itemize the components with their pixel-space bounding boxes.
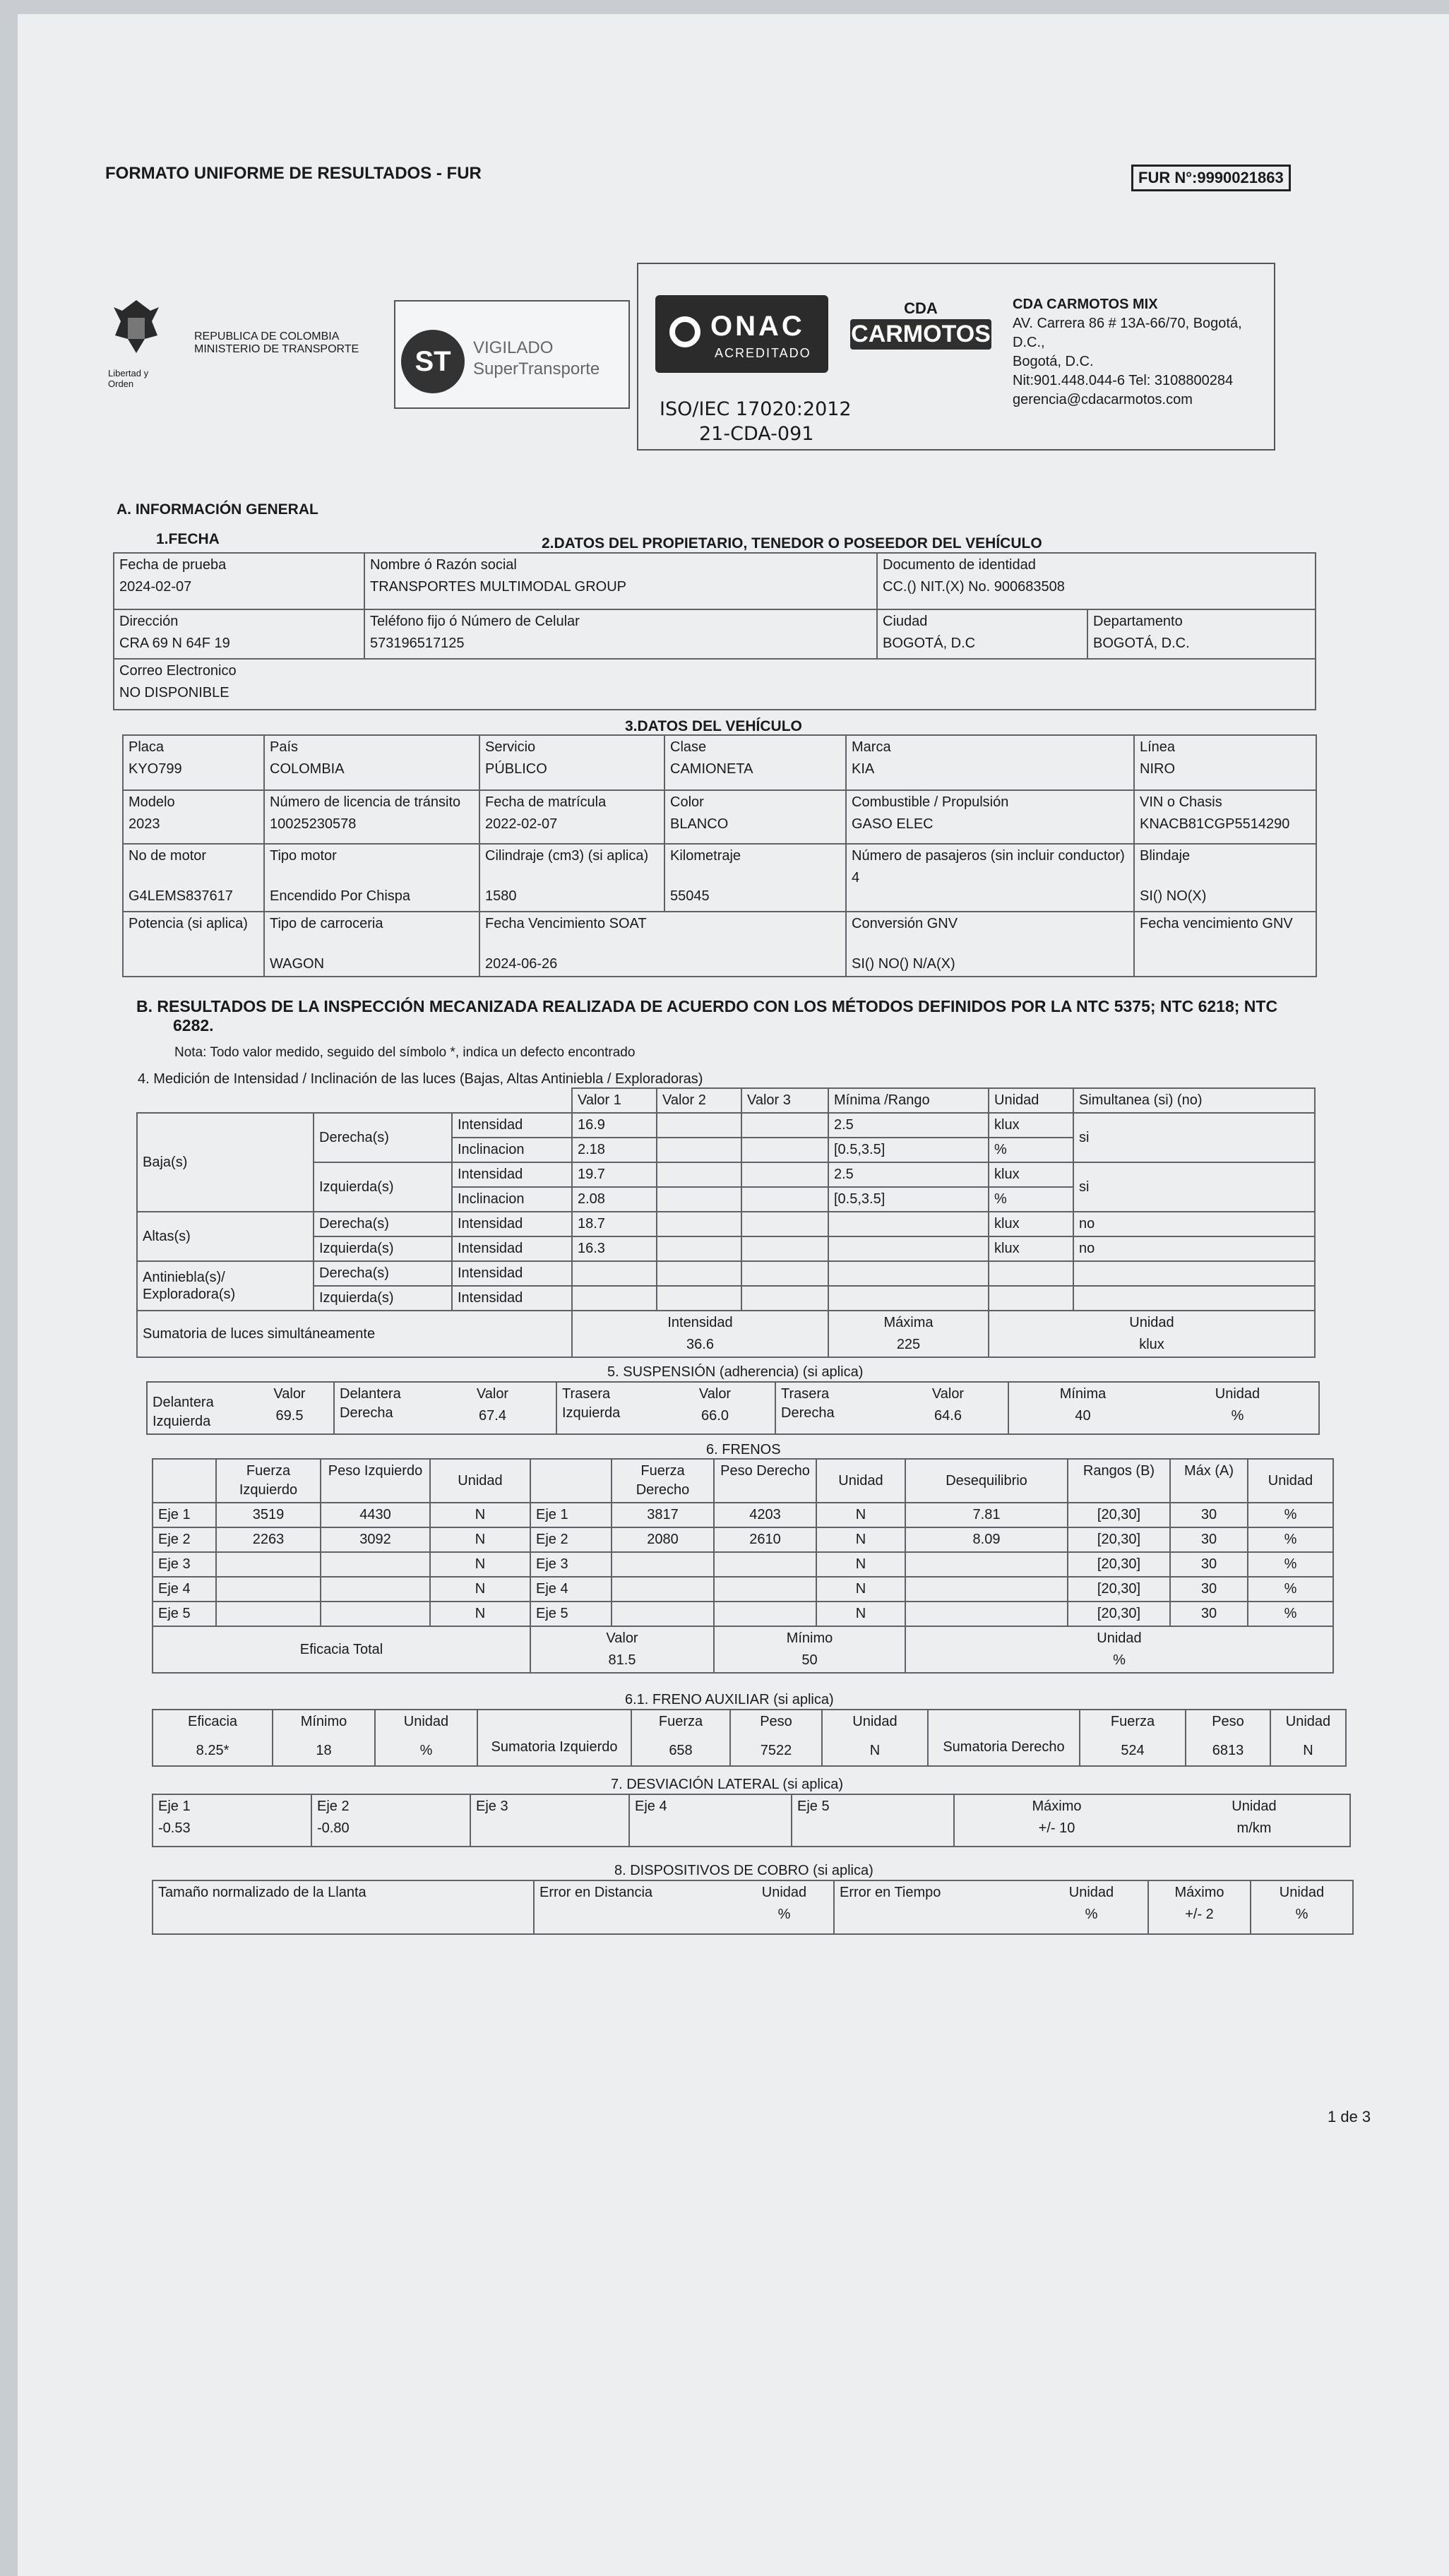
marca-cell: Marca KIA: [846, 735, 1134, 790]
header-unidad: Unidad: [430, 1459, 530, 1503]
iso-text: ISO/IEC 17020:2012: [660, 398, 852, 420]
company-info: [1013, 295, 1274, 410]
susp-del-izq-cell: Delantera Izquierda: [147, 1382, 246, 1434]
eje-label: Eje 1: [153, 1503, 216, 1527]
suspension-title: 5. SUSPENSIÓN (adherencia) (si aplica): [607, 1364, 864, 1380]
document-page: [18, 14, 1449, 2576]
vigilado-text: VIGILADO: [473, 338, 554, 357]
intensity-label: Intensidad: [452, 1236, 572, 1261]
vehicle-table: [122, 734, 1317, 977]
susp-del-izq-value: Valor 69.5: [246, 1382, 334, 1434]
tipo-motor-cell: Tipo motor Encendido Por Chispa: [264, 844, 479, 912]
header-peso-der: Peso Derecho: [714, 1459, 816, 1503]
header-peso-izq: Peso Izquierdo: [321, 1459, 430, 1503]
aux-unidad-cell: Unidad %: [375, 1710, 477, 1766]
header-unidad: Unidad: [1248, 1459, 1333, 1503]
section-b-title: [136, 997, 1308, 1035]
cilindraje-cell: Cilindraje (cm3) (si aplica) 1580: [479, 844, 664, 912]
placa-cell: Placa KYO799: [123, 735, 264, 790]
eficacia-total-label: Eficacia Total: [153, 1626, 530, 1673]
brake-unit: N: [430, 1527, 530, 1552]
vehicle-title: 3.DATOS DEL VEHÍCULO: [625, 718, 802, 734]
eje-label: Eje 2: [153, 1527, 216, 1552]
documento-cell: Documento de identidad CC.() NIT.(X) No. 900683508: [877, 553, 1316, 609]
intensity-label: Intensidad: [452, 1212, 572, 1236]
cobro-max-cell: Máximo +/- 2: [1148, 1880, 1251, 1934]
baja-label: Baja(s): [137, 1113, 314, 1212]
error-tiempo-label: Error en Tiempo: [834, 1880, 1035, 1934]
company-address: AV. Carrera 86 # 13A-66/70, Bogotá, D.C.,: [1013, 316, 1242, 350]
cda-text: CDA: [904, 299, 938, 317]
intensity-label: Intensidad: [452, 1261, 572, 1286]
brake-value: 7.81: [905, 1503, 1068, 1527]
gnv-vencimiento-cell: Fecha vencimiento GNV: [1134, 912, 1316, 977]
brake-range: [20,30]: [1068, 1552, 1170, 1577]
error-distancia-label: Error en Distancia: [534, 1880, 735, 1934]
eje-label: Eje 3: [153, 1552, 216, 1577]
kilometraje-cell: Kilometraje 55045: [664, 844, 846, 912]
lateral-table: [152, 1794, 1351, 1847]
brake-range: [20,30]: [1068, 1503, 1170, 1527]
eje1-desv-cell: Eje 1 -0.53: [153, 1794, 311, 1847]
inclination-label: Inclinacion: [452, 1138, 572, 1162]
brake-max: 30: [1170, 1577, 1248, 1602]
carmotos-text: CARMOTOS: [850, 319, 991, 350]
cobro-title: 8. DISPOSITIVOS DE COBRO (si aplica): [614, 1863, 873, 1878]
aux-izq-unidad: Unidad N: [822, 1710, 928, 1766]
fur-number: FUR N°:9990021863: [1131, 165, 1291, 191]
eficacia-minimo-cell: Mínimo 50: [714, 1626, 905, 1673]
cobro-unit-cell: Unidad %: [1251, 1880, 1353, 1934]
llanta-cell: Tamaño normalizado de la Llanta: [153, 1880, 534, 1934]
brake-value: 3519: [216, 1503, 321, 1527]
antiniebla-derecha-label: Derecha(s): [314, 1261, 452, 1286]
lights-unit: klux: [989, 1162, 1073, 1187]
vin-cell: VIN o Chasis KNACB81CGP5514290: [1134, 790, 1316, 844]
intensity-label: Intensidad: [452, 1113, 572, 1138]
eje-label: Eje 5: [530, 1602, 612, 1626]
cobro-table: [152, 1880, 1354, 1935]
eje2-desv-cell: Eje 2 -0.80: [311, 1794, 470, 1847]
header-fuerza-izq: Fuerza Izquierdo: [216, 1459, 321, 1503]
brake-unit: N: [430, 1577, 530, 1602]
section-a-title: A. INFORMACIÓN GENERAL: [117, 501, 318, 518]
sum-lights-label: Sumatoria de luces simultáneamente: [137, 1311, 572, 1357]
company-name: CDA CARMOTOS MIX: [1013, 297, 1158, 312]
brake-range: [20,30]: [1068, 1577, 1170, 1602]
brake-unit: %: [1248, 1577, 1333, 1602]
brake-unit: N: [816, 1503, 905, 1527]
supertransporte-text: SuperTransporte: [473, 359, 600, 378]
lights-title: 4. Medición de Intensidad / Inclinación de las luces (Bajas, Altas Antiniebla / Exploradoras): [138, 1071, 703, 1087]
susp-del-der-value: Valor 67.4: [429, 1382, 556, 1434]
aux-minimo-cell: Mínimo 18: [273, 1710, 375, 1766]
brake-value: 8.09: [905, 1527, 1068, 1552]
lights-value: 19.7: [572, 1162, 657, 1187]
aux-izq-fuerza: Fuerza 658: [631, 1710, 730, 1766]
suspension-table: [146, 1381, 1320, 1435]
nombre-cell: Nombre ó Razón social TRANSPORTES MULTIMODAL GROUP: [364, 553, 877, 609]
motto-text: Libertad y Orden: [108, 368, 149, 389]
servicio-cell: Servicio PÚBLICO: [479, 735, 664, 790]
ministry-label: [194, 330, 359, 355]
brake-value: 2263: [216, 1527, 321, 1552]
brake-max: 30: [1170, 1527, 1248, 1552]
lights-simultanea: no: [1073, 1236, 1315, 1261]
inclination-label: Inclinacion: [452, 1187, 572, 1212]
company-email: gerencia@cdacarmotos.com: [1013, 392, 1193, 407]
altas-label: Altas(s): [137, 1212, 314, 1261]
ministry-line-2: MINISTERIO DE TRANSPORTE: [194, 342, 359, 355]
eficacia-valor-cell: Valor 81.5: [530, 1626, 714, 1673]
lateral-title: 7. DESVIACIÓN LATERAL (si aplica): [611, 1777, 843, 1792]
brake-unit: %: [1248, 1503, 1333, 1527]
owner-table: [113, 552, 1316, 710]
accreditation-box: [637, 263, 1275, 451]
susp-unit-cell: Unidad %: [1157, 1382, 1319, 1434]
brake-unit: N: [816, 1602, 905, 1626]
brake-value: 3817: [612, 1503, 714, 1527]
header-fuerza-der: Fuerza Derecho: [612, 1459, 714, 1503]
sum-intensity-cell: Intensidad 36.6: [572, 1311, 828, 1357]
header-minima: Mínima /Rango: [828, 1088, 989, 1113]
lights-value: 2.18: [572, 1138, 657, 1162]
header-unidad: Unidad: [989, 1088, 1073, 1113]
ciudad-cell: Ciudad BOGOTÁ, D.C: [877, 609, 1087, 659]
section-b-title-line-2: 6282.: [173, 1016, 214, 1034]
eje-label: Eje 4: [153, 1577, 216, 1602]
lights-min: 2.5: [828, 1162, 989, 1187]
blindaje-cell: Blindaje SI() NO(X): [1134, 844, 1316, 912]
sum-max-cell: Máxima 225: [828, 1311, 989, 1357]
brake-unit: %: [1248, 1527, 1333, 1552]
brake-unit: N: [430, 1552, 530, 1577]
aux-der-fuerza: Fuerza 524: [1080, 1710, 1186, 1766]
eje4-desv-cell: Eje 4: [629, 1794, 792, 1847]
matricula-cell: Fecha de matrícula 2022-02-07: [479, 790, 664, 844]
aux-brake-title: 6.1. FRENO AUXILIAR (si aplica): [625, 1692, 834, 1707]
cda-carmotos-logo: [850, 299, 991, 377]
eje-label: Eje 3: [530, 1552, 612, 1577]
header-valor-1: Valor 1: [572, 1088, 657, 1113]
error-distancia-unit: Unidad %: [735, 1880, 834, 1934]
header-desequilibrio: Desequilibrio: [905, 1459, 1068, 1503]
aux-brake-table: [152, 1709, 1347, 1767]
licencia-cell: Número de licencia de tránsito 10025230578: [264, 790, 479, 844]
brake-unit: %: [1248, 1602, 1333, 1626]
company-city: Bogotá, D.C.: [1013, 354, 1094, 369]
header-valor-2: Valor 2: [657, 1088, 741, 1113]
antiniebla-label: Antiniebla(s)/ Exploradora(s): [137, 1261, 314, 1311]
header-rangos: Rangos (B): [1068, 1459, 1170, 1503]
modelo-cell: Modelo 2023: [123, 790, 264, 844]
susp-tras-izq-value: Valor 66.0: [655, 1382, 775, 1434]
brake-unit: N: [816, 1552, 905, 1577]
vigilado-logo: [394, 300, 630, 409]
aux-sum-izq-label: Sumatoria Izquierdo: [477, 1710, 631, 1766]
lights-min: [0.5,3.5]: [828, 1138, 989, 1162]
aux-sum-der-label: Sumatoria Derecho: [928, 1710, 1080, 1766]
onac-sub-text: ACREDITADO: [715, 346, 811, 360]
onac-logo: [655, 295, 828, 373]
header-valor-3: Valor 3: [741, 1088, 828, 1113]
brake-max: 30: [1170, 1503, 1248, 1527]
eje-label: Eje 1: [530, 1503, 612, 1527]
clase-cell: Clase CAMIONETA: [664, 735, 846, 790]
accreditation-code: 21-CDA-091: [699, 423, 814, 445]
sum-unit-cell: Unidad klux: [989, 1311, 1315, 1357]
lights-value: 2.08: [572, 1187, 657, 1212]
company-nit: Nit:901.448.044-6 Tel: 3108800284: [1013, 373, 1234, 388]
color-cell: Color BLANCO: [664, 790, 846, 844]
aux-izq-peso: Peso 7522: [730, 1710, 822, 1766]
soat-cell: Fecha Vencimiento SOAT 2024-06-26: [479, 912, 846, 977]
brake-unit: N: [816, 1527, 905, 1552]
susp-del-der-cell: Delantera Derecha: [334, 1382, 429, 1434]
section-b-title-line-1: B. RESULTADOS DE LA INSPECCIÓN MECANIZADA REALIZADA DE ACUERDO CON LOS MÉTODOS DEFINIDOS POR LA NTC 5375; NTC 6218; NTC: [136, 997, 1278, 1015]
document-title: FORMATO UNIFORME DE RESULTADOS - FUR: [105, 164, 482, 183]
linea-cell: Línea NIRO: [1134, 735, 1316, 790]
lights-table: [136, 1087, 1316, 1358]
lights-simultanea: si: [1073, 1113, 1315, 1162]
brake-value: 4430: [321, 1503, 430, 1527]
brake-unit: N: [430, 1503, 530, 1527]
eficacia-unidad-cell: Unidad %: [905, 1626, 1333, 1673]
owner-title: 2.DATOS DEL PROPIETARIO, TENEDOR O POSEEDOR DEL VEHÍCULO: [542, 535, 1042, 551]
combustible-cell: Combustible / Propulsión GASO ELEC: [846, 790, 1134, 844]
susp-min-cell: Mínima 40: [1008, 1382, 1157, 1434]
brake-unit: %: [1248, 1552, 1333, 1577]
lights-unit: klux: [989, 1113, 1073, 1138]
alta-derecha-label: Derecha(s): [314, 1212, 452, 1236]
lights-value: 16.9: [572, 1113, 657, 1138]
eje-label: Eje 5: [153, 1602, 216, 1626]
brake-value: 3092: [321, 1527, 430, 1552]
aux-der-peso: Peso 6813: [1186, 1710, 1270, 1766]
baja-derecha-label: Derecha(s): [314, 1113, 452, 1162]
desv-unit-cell: Unidad m/km: [1159, 1794, 1350, 1847]
motor-cell: No de motor G4LEMS837617: [123, 844, 264, 912]
coat-of-arms-logo: [108, 297, 165, 389]
susp-tras-der-cell: Trasera Derecha: [775, 1382, 888, 1434]
aux-eficacia-cell: Eficacia 8.25*: [153, 1710, 273, 1766]
lights-value: 16.3: [572, 1236, 657, 1261]
desv-max-cell: Máximo +/- 10: [954, 1794, 1159, 1847]
gnv-cell: Conversión GNV SI() NO() N/A(X): [846, 912, 1134, 977]
lights-unit: %: [989, 1187, 1073, 1212]
pasajeros-cell: Número de pasajeros (sin incluir conductor) 4: [846, 844, 1134, 912]
susp-tras-izq-cell: Trasera Izquierda: [556, 1382, 655, 1434]
fecha-prueba-cell: Fecha de prueba 2024-02-07: [114, 553, 364, 609]
eje-label: Eje 4: [530, 1577, 612, 1602]
aux-der-unidad: Unidad N: [1270, 1710, 1346, 1766]
brake-value: 4203: [714, 1503, 816, 1527]
direccion-cell: Dirección CRA 69 N 64F 19: [114, 609, 364, 659]
susp-tras-der-value: Valor 64.6: [888, 1382, 1008, 1434]
onac-ring-icon: [669, 316, 700, 347]
brake-max: 30: [1170, 1552, 1248, 1577]
brakes-title: 6. FRENOS: [706, 1442, 781, 1457]
onac-text: ONAC: [710, 311, 805, 342]
fecha-title: 1.FECHA: [156, 531, 220, 547]
brake-max: 30: [1170, 1602, 1248, 1626]
brake-value: 2610: [714, 1527, 816, 1552]
brake-range: [20,30]: [1068, 1602, 1170, 1626]
lights-unit: %: [989, 1138, 1073, 1162]
eje3-desv-cell: Eje 3: [470, 1794, 629, 1847]
st-badge-icon: ST: [401, 330, 465, 393]
header-unidad: Unidad: [816, 1459, 905, 1503]
header-max: Máx (A): [1170, 1459, 1248, 1503]
brake-unit: N: [430, 1602, 530, 1626]
lights-min: 2.5: [828, 1113, 989, 1138]
alta-izquierda-label: Izquierda(s): [314, 1236, 452, 1261]
eje5-desv-cell: Eje 5: [792, 1794, 954, 1847]
error-tiempo-unit: Unidad %: [1035, 1880, 1148, 1934]
brake-range: [20,30]: [1068, 1527, 1170, 1552]
eje-label: Eje 2: [530, 1527, 612, 1552]
baja-izquierda-label: Izquierda(s): [314, 1162, 452, 1212]
carroceria-cell: Tipo de carroceria WAGON: [264, 912, 479, 977]
ministry-line-1: REPUBLICA DE COLOMBIA: [194, 330, 340, 342]
brake-value: 2080: [612, 1527, 714, 1552]
header-simultanea: Simultanea (si) (no): [1073, 1088, 1315, 1113]
intensity-label: Intensidad: [452, 1286, 572, 1311]
lights-unit: klux: [989, 1212, 1073, 1236]
lights-unit: klux: [989, 1236, 1073, 1261]
brakes-table: [152, 1458, 1334, 1674]
lights-simultanea: no: [1073, 1212, 1315, 1236]
brake-unit: N: [816, 1577, 905, 1602]
lights-min: [0.5,3.5]: [828, 1187, 989, 1212]
antiniebla-izquierda-label: Izquierda(s): [314, 1286, 452, 1311]
telefono-cell: Teléfono fijo ó Número de Celular 573196517125: [364, 609, 877, 659]
potencia-cell: Potencia (si aplica): [123, 912, 264, 977]
section-b-note: Nota: Todo valor medido, seguido del símbolo *, indica un defecto encontrado: [174, 1045, 636, 1060]
page-number: 1 de 3: [1328, 2108, 1371, 2125]
departamento-cell: Departamento BOGOTÁ, D.C.: [1087, 609, 1316, 659]
intensity-label: Intensidad: [452, 1162, 572, 1187]
lights-simultanea: si: [1073, 1162, 1315, 1212]
lights-value: 18.7: [572, 1212, 657, 1236]
correo-cell: Correo Electronico NO DISPONIBLE: [114, 659, 1316, 710]
pais-cell: País COLOMBIA: [264, 735, 479, 790]
